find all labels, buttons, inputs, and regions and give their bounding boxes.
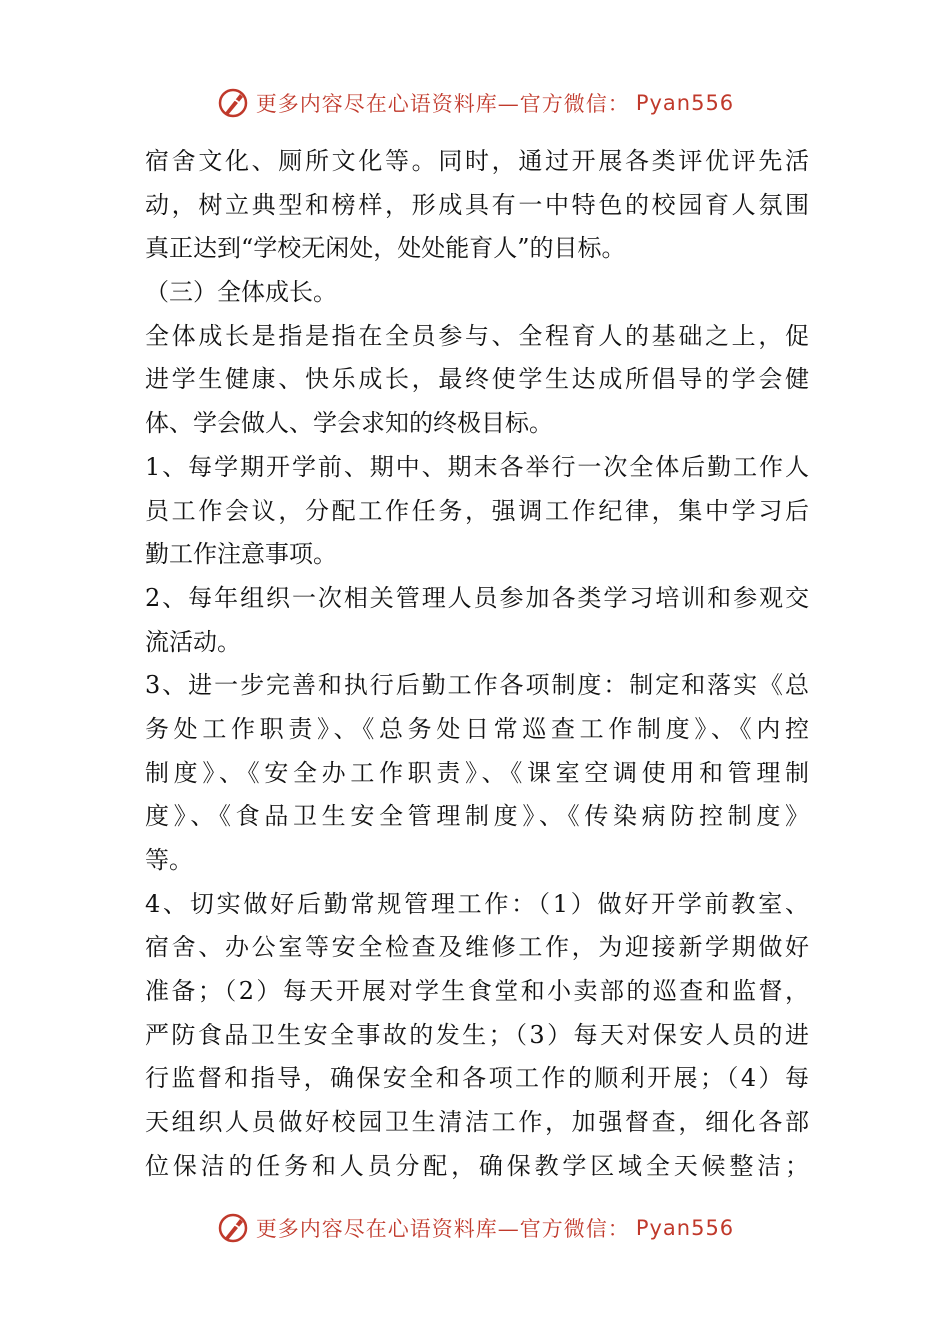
text-line: 3、进一步完善和执行后勤工作各项制度：制定和落实《总 <box>145 671 809 700</box>
text-line: 行监督和指导，确保安全和各项工作的顺利开展；（4）每 <box>145 1064 809 1093</box>
section-heading: （三）全体成长。 <box>145 278 337 307</box>
footer-banner-handle: Pyan556 <box>635 1216 735 1240</box>
text-line: 2、每年组织一次相关管理人员参加各类学习培训和参观交 <box>145 583 809 612</box>
text-line: 进学生健康、快乐成长，最终使学生达成所倡导的学会健 <box>145 365 809 394</box>
pen-circle-logo-icon <box>216 86 250 120</box>
footer-banner-text: 更多内容尽在心语资料库—官方微信： <box>255 1217 630 1241</box>
text-line: 务处工作职责》、《总务处日常巡查工作制度》、《内控 <box>145 714 809 743</box>
text-line: 位保洁的任务和人员分配，确保教学区域全天候整洁； <box>145 1151 809 1180</box>
footer-banner <box>0 1211 950 1245</box>
text-line: 准备；（2）每天开展对学生食堂和小卖部的巡查和监督， <box>145 977 809 1006</box>
text-line: 体、学会做人、学会求知的终极目标。 <box>145 409 553 438</box>
text-line: 真正达到“学校无闲处，处处能育人”的目标。 <box>145 234 626 263</box>
text-line: 天组织人员做好校园卫生清洁工作，加强督查，细化各部 <box>145 1108 809 1137</box>
text-line: 1、每学期开学前、期中、期末各举行一次全体后勤工作人 <box>145 452 809 481</box>
text-line: 全体成长是指是指在全员参与、全程育人的基础之上，促 <box>145 321 809 350</box>
pen-circle-logo-icon <box>216 1211 250 1245</box>
text-line: 4、切实做好后勤常规管理工作：（1）做好开学前教室、 <box>145 889 809 918</box>
header-banner-text: 更多内容尽在心语资料库—官方微信： <box>255 92 630 116</box>
header-banner-handle: Pyan556 <box>635 91 735 115</box>
text-line: 等。 <box>145 846 193 874</box>
text-line: 制度》、《安全办工作职责》、《课室空调使用和管理制 <box>145 758 809 787</box>
text-line: 宿舍文化、厕所文化等。同时，通过开展各类评优评先活 <box>145 147 809 175</box>
text-line: 动，树立典型和榜样，形成具有一中特色的校园育人氛围 <box>145 190 809 219</box>
text-line: 流活动。 <box>145 627 241 656</box>
text-line: 度》、《食品卫生安全管理制度》、《传染病防控制度》 <box>145 802 809 831</box>
document-body <box>145 140 809 1189</box>
text-line: 严防食品卫生安全事故的发生；（3）每天对保安人员的进 <box>145 1020 809 1049</box>
text-line: 员工作会议，分配工作任务，强调工作纪律，集中学习后 <box>145 496 809 525</box>
text-line: 勤工作注意事项。 <box>145 540 337 569</box>
text-line: 宿舍、办公室等安全检查及维修工作，为迎接新学期做好 <box>145 933 809 962</box>
header-banner <box>0 86 950 120</box>
